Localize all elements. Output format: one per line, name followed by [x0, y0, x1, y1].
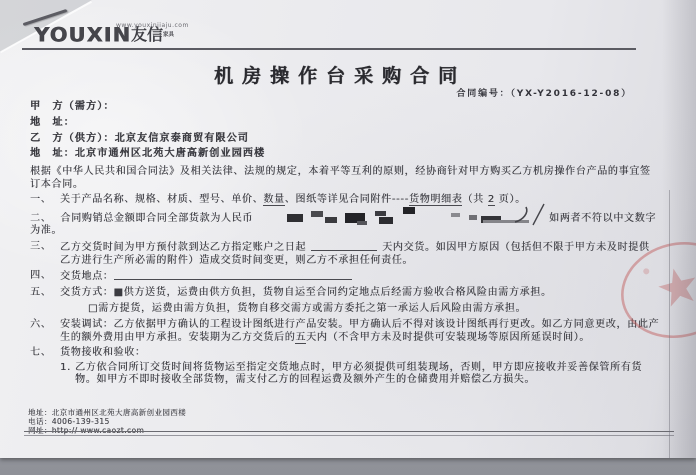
clause-6 — [30, 319, 660, 344]
clause-6-number: 六、 — [30, 319, 52, 331]
party-a-address-label: 地 址： — [30, 116, 75, 128]
clause-2-number: 二、 — [30, 212, 52, 224]
clause-1-number: 一、 — [30, 194, 52, 206]
preamble: 根据《中华人民共和国合同法》及相关法律、法规的规定，本着平等互利的原则，经协商针对甲方购买乙方机房操作台产品的事宜签订本合同。 — [30, 166, 651, 190]
clause-1 — [30, 194, 660, 207]
footer-phone: 电话：4006-139-315 — [28, 417, 110, 426]
clause-4-text: 交货地点： — [60, 271, 114, 283]
clause-5-number: 五、 — [30, 286, 52, 298]
logo-wordmark: YOUXIN — [34, 23, 131, 47]
clause-2 — [30, 210, 660, 238]
subitem-1-text: 乙方依合同所订交货时间将货物运至指定交货地点时，甲方必须提供可组装现场，否则，甲方即应接收并妥善保管所有货物。如甲方不即时接收全部货物，需支付乙方的回程运费及额外产生的仓储费用并赔偿乙方损失。 — [75, 361, 643, 386]
paper-edge-shadow — [662, 0, 696, 458]
party-b-label: 乙 方（供方）： — [30, 132, 115, 144]
footer-divider — [24, 431, 674, 436]
clause-5-option2-text: 需方提货，运费由需方负担，货物自移交需方或需方委托之第一承运人后风险由需方承担。 — [98, 303, 527, 315]
clause-1-page-count: 2 — [487, 194, 495, 206]
clause-4-number: 四、 — [30, 270, 52, 282]
party-a-address-row — [30, 115, 660, 131]
logo-website-text: www.youxinjiaju.com — [116, 22, 189, 29]
clause-1-text2: 、图纸等详见合同附件---- — [284, 194, 409, 206]
clause-1-text3: （共 — [462, 194, 488, 206]
clause-7-heading: 货物接收和验收： — [60, 347, 146, 359]
clause-7 — [30, 347, 660, 360]
clause-4 — [30, 270, 660, 284]
party-b-row — [30, 131, 660, 147]
checkbox-buyer-pickup-empty: □ — [88, 303, 99, 315]
logo-subtext: 家具 — [162, 32, 174, 38]
blank-delivery-place-field — [114, 270, 352, 280]
clause-2-text2: 如两者不符以中文数字为准。 — [30, 212, 657, 237]
party-b-address-row — [30, 146, 660, 162]
clause-7-number: 七、 — [30, 347, 52, 359]
clause-1-text4: 页）。 — [494, 194, 526, 206]
clause-5-option1-text: 供方送货，运费由供方负担，货物自运至合同约定地点后经需方验收合格风险由需方承担。 — [123, 286, 552, 298]
party-a-row — [30, 99, 660, 115]
party-b-address-value: 北京市通州区北苑大唐高新创业园西楼 — [74, 148, 266, 160]
clause-3-text2: 天内交货。如因甲方原因（包括但不限于甲方未及时提供乙方进行生产所必需的附件）造成交货时间变更，则乙方不承担任何责任。 — [60, 242, 650, 266]
redacted-amount-mosaic — [253, 210, 549, 223]
party-b-address-label: 地 址： — [30, 148, 75, 160]
clause-1-underlined-attachment: 货物明细表 — [408, 194, 463, 206]
party-a-label: 甲 方（需方）： — [30, 101, 115, 112]
party-b-value: 北京友信京泰商贸有限公司 — [114, 132, 250, 144]
clause-5-text: 交货方式： — [60, 286, 114, 298]
clause-6-underlined-five: 五 — [295, 331, 307, 343]
footer-website: 网址：http:// www.caozt.com — [28, 426, 145, 435]
clause-3 — [30, 241, 660, 267]
clause-3-number: 三、 — [30, 241, 52, 253]
clause-5 — [30, 287, 660, 316]
clause-1-text: 关于产品名称、规格、材质、型号、单价、 — [60, 194, 264, 206]
clause-5-option2 — [88, 303, 660, 316]
blank-days-field — [311, 241, 377, 251]
contract-body — [30, 99, 660, 387]
clause-1-underlined-quantity: 数量 — [263, 194, 285, 206]
clause-6-text: 安装调试：乙方依据甲方确认的工程设计图纸进行产品安装。甲方确认后不得对该设计图纸再行更改。如乙方同意更改，由此产生的额外费用由甲方承担。安装期为乙方交货后的 — [60, 319, 660, 343]
clause-3-text: 乙方交货时间为甲方预付款到达乙方指定账户之日起 — [60, 242, 307, 254]
contract-number: 合同编号：（YX-Y2016-12-08） — [456, 89, 632, 99]
page-title: 机房操作台采购合同 — [213, 65, 466, 87]
checkbox-supplier-delivery-filled: ■ — [113, 286, 124, 298]
header-divider — [22, 48, 636, 50]
logo-chinese: 友信 — [130, 25, 163, 44]
footer-address: 地址：北京市通州区北苑大唐高新创业园西楼 — [28, 408, 186, 417]
clause-2-text: 合同购销总金额即合同全部货款为人民币 — [60, 212, 254, 224]
clause-7-subitem-1 — [30, 362, 660, 387]
handwritten-mark — [511, 203, 547, 227]
clause-6-text2: 天内（不含甲方未及时提供可安装现场等原因所延误时间）。 — [306, 331, 591, 343]
subitem-1-number: 1. — [60, 361, 71, 373]
